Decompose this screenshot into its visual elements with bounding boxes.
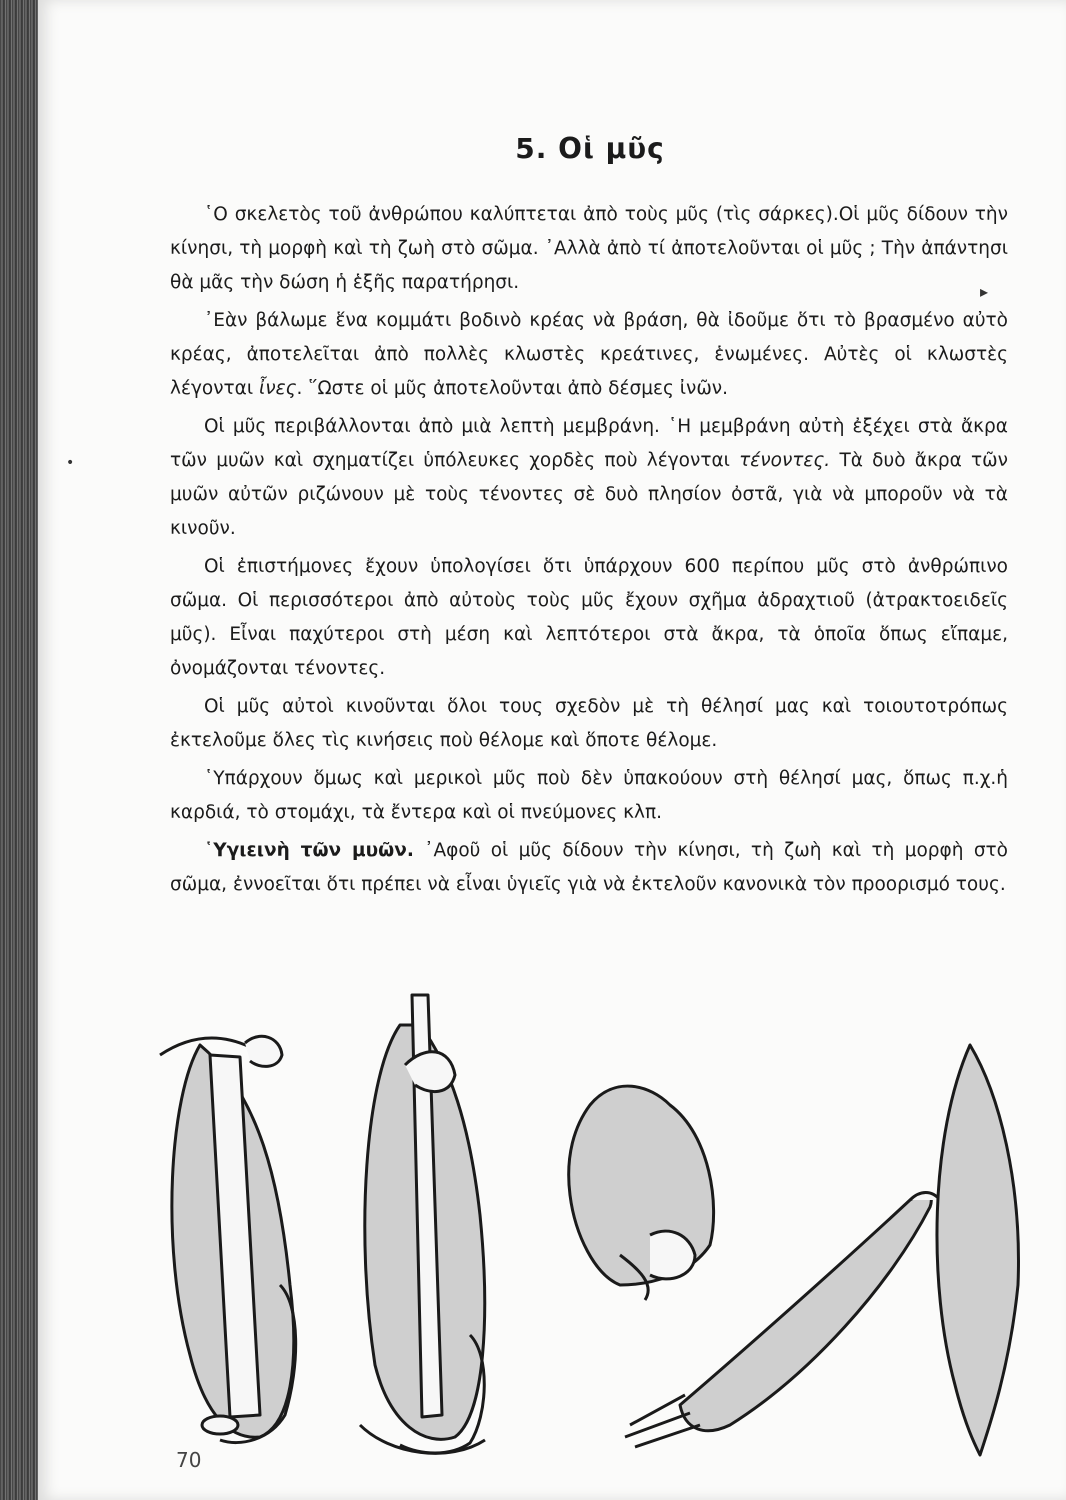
arm-muscle-figure-2 bbox=[360, 995, 485, 1453]
muscle-illustrations bbox=[150, 985, 1030, 1465]
body-text bbox=[170, 198, 1008, 906]
print-mark: • bbox=[66, 455, 75, 471]
page-title bbox=[0, 132, 1066, 165]
paragraph-text: ᾿Εὰν βάλωμε ἕνα κομμάτι βοδινὸ κρέας νὰ βράση, θὰ ἰδοῦμε ὅτι τὸ βρασμένο αὐτὸ κρέας, ἀποτελεῖται ἀπὸ πολλὲς κλωστὲς κρεάτινες, ἑνωμένες. Αὐτὲς οἱ κλωστὲς λέγονται bbox=[170, 310, 1008, 399]
paragraph-text: Τὰ δυὸ ἄκρα τῶν μυῶν αὐτῶν ριζώνουν μὲ τοὺς τένοντες σὲ δυὸ πλησίον ὀστᾶ, γιὰ νὰ μποροῦν νὰ τὰ κινοῦν. bbox=[170, 450, 1008, 539]
section-number: 5. bbox=[515, 132, 548, 165]
paragraph: ῾Ο σκελετὸς τοῦ ἀνθρώπου καλύπτεται ἀπὸ τοὺς μῦς (τὶς σάρκες).Οἱ μῦς δίδουν τὴν κίνησι, τὴ μορφὴ καὶ τὴ ζωὴ στὸ σῶμα. ᾿Αλλὰ ἀπὸ τί ἀποτελοῦνται οἱ μῦς ; Τὴν ἀπάντησι θὰ μᾶς τὴν δώση ἡ ἑξῆς παρατήρησι. bbox=[170, 204, 1008, 293]
page-number: 70 bbox=[176, 1448, 202, 1472]
paragraph: Οἱ ἐπιστήμονες ἔχουν ὑπολογίσει ὅτι ὑπάρχουν 600 περίπου μῦς στὸ ἀνθρώπινο σῶμα. Οἱ περισσότεροι ἀπὸ αὐτοὺς τοὺς μῦς ἔχουν σχῆμα ἀδραχτιοῦ (ἀτρακτοειδεῖς μῦς). Εἶναι παχύτεροι στὴ μέση καὶ λεπτότεροι στὰ ἄκρα, τὰ ὁποῖα ὅπως εἴπαμε, ὀνομάζονται τένοντες. bbox=[170, 556, 1008, 679]
paragraph-text: ᾿Αφοῦ οἱ μῦς δίδουν τὴν κίνησι, τὴ ζωὴ καὶ τὴ μορφὴ στὸ σῶμα, ἐννοεῖται ὅτι πρέπει νὰ εἶναι ὑγιεῖς γιὰ νὰ ἐκτελοῦν κανονικὰ τὸν προορισμό τους. bbox=[170, 840, 1009, 895]
term-ines: ἶνες bbox=[259, 378, 297, 399]
hygiene-heading: ῾Υγιεινὴ τῶν μυῶν. bbox=[204, 840, 414, 861]
paragraph: Οἱ μῦς αὐτοὶ κινοῦνται ὅλοι τους σχεδὸν μὲ τὴ θέλησί μας καὶ τοιουτοτρόπως ἐκτελοῦμε ὅλες τὶς κινήσεις ποὺ θέλομε καὶ ὅποτε θέλομε. bbox=[170, 696, 1008, 751]
print-mark: ▸ bbox=[980, 282, 989, 301]
paragraph-text: Οἱ μῦς περιβάλλονται ἀπὸ μιὰ λεπτὴ μεμβράνη. ῾Η μεμβράνη αὐτὴ ἐξέχει στὰ ἄκρα τῶν μυῶν καὶ σχηματίζει ὑπόλευκες χορδὲς ποὺ λέγονται bbox=[170, 416, 1008, 471]
book-spine-edge bbox=[0, 0, 38, 1500]
triangular-muscle-figure bbox=[569, 1086, 714, 1300]
section-title: Οἱ μῦς bbox=[558, 132, 665, 165]
paragraph: ῾Υπάρχουν ὅμως καὶ μερικοὶ μῦς ποὺ δὲν ὑπακούουν στὴ θέλησί μας, ὅπως π.χ.ἡ καρδιά, τὸ στομάχι, τὰ ἔντερα καὶ οἱ πνεύμονες κλπ. bbox=[170, 768, 1008, 823]
term-tenontes: τένοντες. bbox=[739, 450, 831, 471]
arm-muscle-figure-1 bbox=[160, 1036, 296, 1442]
paragraph bbox=[170, 834, 1008, 902]
paragraph-text: ῞Ωστε οἱ μῦς ἀποτελοῦνται ἀπὸ δέσμες ἰνῶν. bbox=[308, 378, 729, 399]
paragraph bbox=[170, 410, 1008, 546]
paragraph: ᾿Εὰν βάλωμε ἕνα κομμάτι βοδινὸ κρέας νὰ βράση, θὰ ἰδοῦμε ὅτι τὸ βρασμένο αὐτὸ κρέας, ἀποτελεῖται ἀπὸ πολλὲς κλωστὲς κρεάτινες, ἑνωμένες. Αὐτὲς οἱ κλωστὲς λέγονται ἶνες. ῞Ωστε οἱ μῦς ἀποτελοῦνται ἀπὸ δέσμες ἰνῶν. bbox=[170, 310, 1008, 399]
fusiform-muscle-figure-vertical bbox=[937, 1045, 1019, 1455]
